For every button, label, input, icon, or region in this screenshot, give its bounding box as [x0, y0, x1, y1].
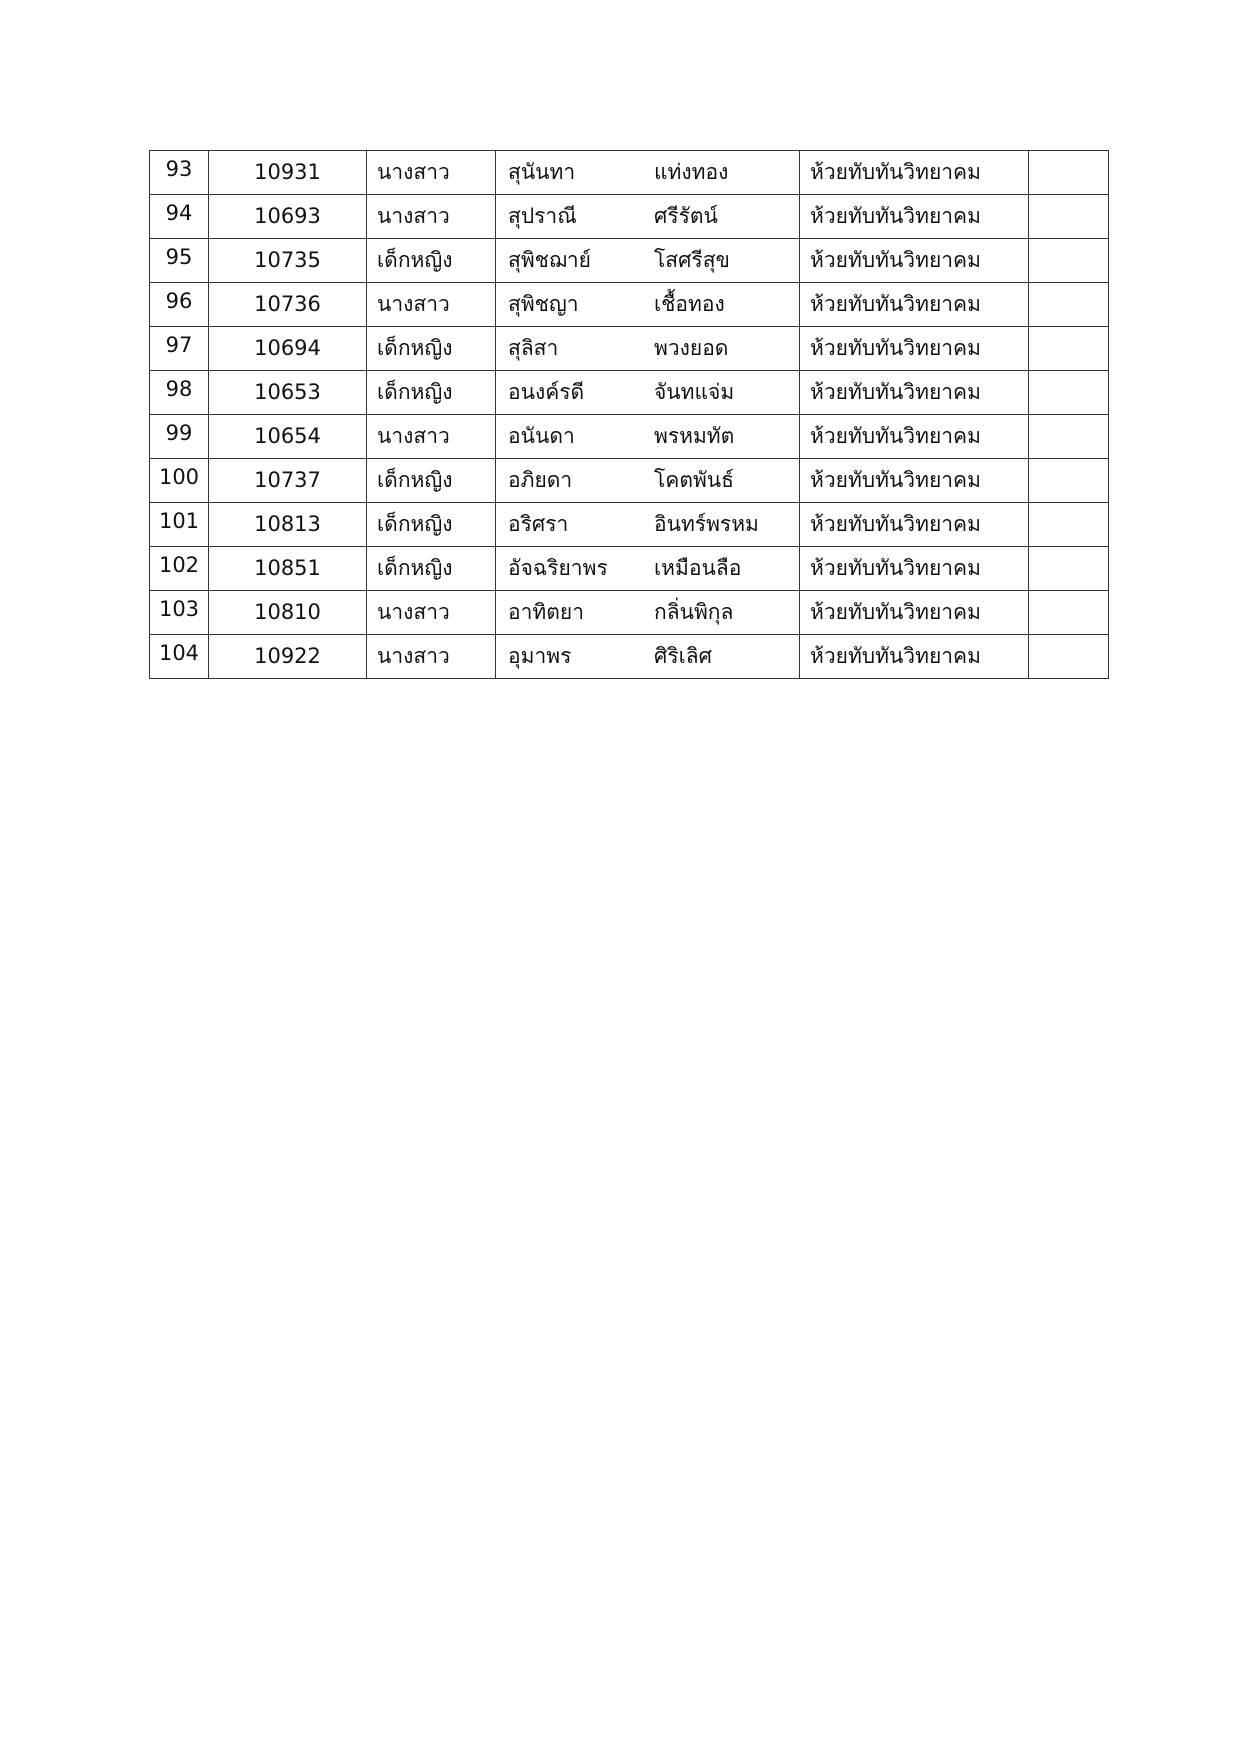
- row-number: 96: [150, 283, 209, 327]
- school-name: ห้วยทับทันวิทยาคม: [800, 371, 1029, 415]
- name-title: เด็กหญิง: [367, 239, 496, 283]
- first-name: สุลิสา: [496, 327, 655, 371]
- first-name: อุมาพร: [496, 635, 655, 679]
- student-id: 10931: [209, 151, 367, 195]
- name-title: นางสาว: [367, 415, 496, 459]
- student-id: 10653: [209, 371, 367, 415]
- last-name: จันทแจ่ม: [654, 371, 800, 415]
- last-name: อินทร์พรหม: [654, 503, 800, 547]
- table-row: [150, 151, 1109, 195]
- table-row: [150, 459, 1109, 503]
- note-cell: [1029, 591, 1109, 635]
- first-name: สุพิชฌาย์: [496, 239, 655, 283]
- name-title: นางสาว: [367, 591, 496, 635]
- name-title: เด็กหญิง: [367, 371, 496, 415]
- first-name: อภิยดา: [496, 459, 655, 503]
- school-name: ห้วยทับทันวิทยาคม: [800, 547, 1029, 591]
- last-name: ศรีรัตน์: [654, 195, 800, 239]
- row-number: 99: [150, 415, 209, 459]
- school-name: ห้วยทับทันวิทยาคม: [800, 503, 1029, 547]
- student-id: 10693: [209, 195, 367, 239]
- last-name: พรหมทัต: [654, 415, 800, 459]
- student-id: 10737: [209, 459, 367, 503]
- note-cell: [1029, 239, 1109, 283]
- first-name: อริศรา: [496, 503, 655, 547]
- row-number: 93: [150, 151, 209, 195]
- note-cell: [1029, 503, 1109, 547]
- first-name: สุพิชญา: [496, 283, 655, 327]
- row-number: 97: [150, 327, 209, 371]
- school-name: ห้วยทับทันวิทยาคม: [800, 195, 1029, 239]
- student-id: 10694: [209, 327, 367, 371]
- student-id: 10654: [209, 415, 367, 459]
- name-title: เด็กหญิง: [367, 503, 496, 547]
- last-name: ศิริเลิศ: [654, 635, 800, 679]
- table-row: [150, 503, 1109, 547]
- table-row: [150, 283, 1109, 327]
- first-name: สุปราณี: [496, 195, 655, 239]
- first-name: อัจฉริยาพร: [496, 547, 655, 591]
- note-cell: [1029, 195, 1109, 239]
- row-number: 95: [150, 239, 209, 283]
- school-name: ห้วยทับทันวิทยาคม: [800, 283, 1029, 327]
- school-name: ห้วยทับทันวิทยาคม: [800, 151, 1029, 195]
- student-id: 10810: [209, 591, 367, 635]
- table-row: [150, 371, 1109, 415]
- note-cell: [1029, 547, 1109, 591]
- note-cell: [1029, 151, 1109, 195]
- student-id: 10922: [209, 635, 367, 679]
- school-name: ห้วยทับทันวิทยาคม: [800, 239, 1029, 283]
- name-title: เด็กหญิง: [367, 547, 496, 591]
- name-title: นางสาว: [367, 151, 496, 195]
- last-name: แท่งทอง: [654, 151, 800, 195]
- row-number: 102: [150, 547, 209, 591]
- last-name: โสศรีสุข: [654, 239, 800, 283]
- school-name: ห้วยทับทันวิทยาคม: [800, 415, 1029, 459]
- school-name: ห้วยทับทันวิทยาคม: [800, 459, 1029, 503]
- table-row: [150, 415, 1109, 459]
- row-number: 103: [150, 591, 209, 635]
- roster-body: [150, 151, 1109, 679]
- student-id: 10735: [209, 239, 367, 283]
- first-name: อนงค์รดี: [496, 371, 655, 415]
- row-number: 94: [150, 195, 209, 239]
- row-number: 98: [150, 371, 209, 415]
- note-cell: [1029, 371, 1109, 415]
- last-name: เหมือนลือ: [654, 547, 800, 591]
- name-title: นางสาว: [367, 283, 496, 327]
- note-cell: [1029, 635, 1109, 679]
- note-cell: [1029, 459, 1109, 503]
- school-name: ห้วยทับทันวิทยาคม: [800, 591, 1029, 635]
- student-roster-table: [149, 150, 1109, 679]
- table-row: [150, 239, 1109, 283]
- name-title: นางสาว: [367, 195, 496, 239]
- student-id: 10736: [209, 283, 367, 327]
- table-row: [150, 547, 1109, 591]
- last-name: พวงยอด: [654, 327, 800, 371]
- last-name: โคตพันธ์: [654, 459, 800, 503]
- name-title: เด็กหญิง: [367, 459, 496, 503]
- row-number: 100: [150, 459, 209, 503]
- row-number: 101: [150, 503, 209, 547]
- note-cell: [1029, 327, 1109, 371]
- table-row: [150, 591, 1109, 635]
- first-name: สุนันทา: [496, 151, 655, 195]
- last-name: กลิ่นพิกุล: [654, 591, 800, 635]
- note-cell: [1029, 283, 1109, 327]
- table-row: [150, 327, 1109, 371]
- table-row: [150, 195, 1109, 239]
- name-title: เด็กหญิง: [367, 327, 496, 371]
- student-id: 10813: [209, 503, 367, 547]
- first-name: อาทิตยา: [496, 591, 655, 635]
- note-cell: [1029, 415, 1109, 459]
- school-name: ห้วยทับทันวิทยาคม: [800, 635, 1029, 679]
- student-id: 10851: [209, 547, 367, 591]
- row-number: 104: [150, 635, 209, 679]
- table-row: [150, 635, 1109, 679]
- last-name: เชื้อทอง: [654, 283, 800, 327]
- school-name: ห้วยทับทันวิทยาคม: [800, 327, 1029, 371]
- name-title: นางสาว: [367, 635, 496, 679]
- first-name: อนันดา: [496, 415, 655, 459]
